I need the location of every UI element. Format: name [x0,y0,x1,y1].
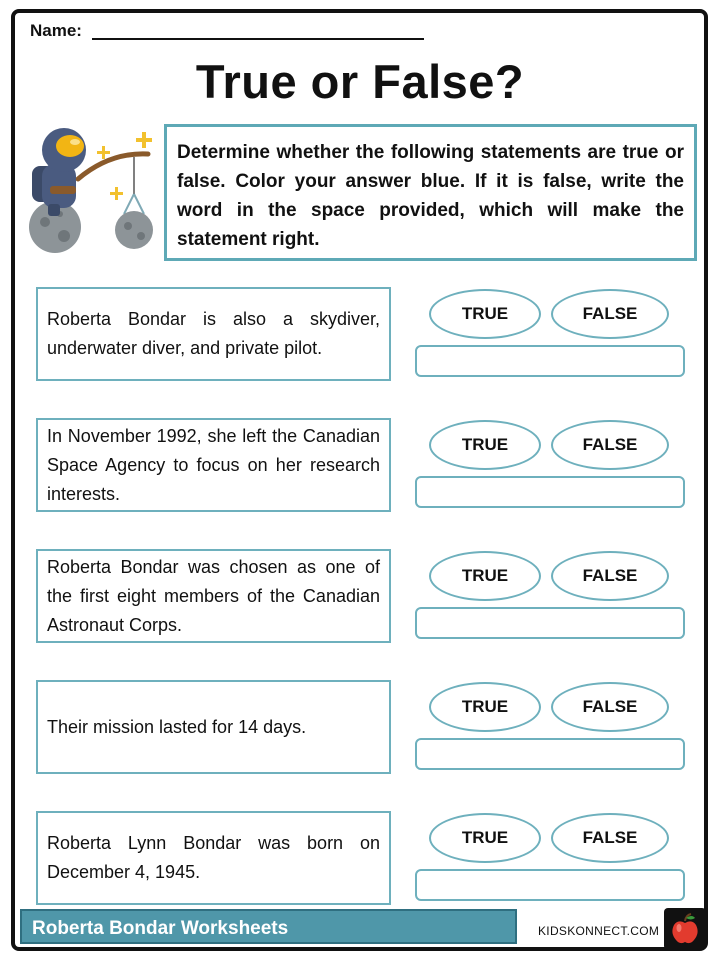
name-write-line[interactable] [92,38,424,40]
true-label: TRUE [461,828,509,847]
statement-3-text: Roberta Bondar was chosen as one of the first eight members of the Canadian Astronaut Corps. [47,556,380,635]
statement-2-false-option[interactable] [551,420,669,470]
statement-2-true-option[interactable] [429,420,541,470]
true-label: TRUE [461,304,509,323]
instructions-box: Determine whether the following statements are true or false. Color your answer blue. If it is false, write the word in the space provided, which will make the statement right. [164,124,697,261]
statement-1-answer-field[interactable] [415,345,685,377]
statement-3-true-option[interactable] [429,551,541,601]
statement-3-box [36,549,391,643]
true-label: TRUE [461,566,509,585]
statement-1-box [36,287,391,381]
statement-5-box [36,811,391,905]
statement-4-text: Their mission lasted for 14 days. [47,716,307,737]
statement-2-text: In November 1992, she left the Canadian Space Agency to focus on her research interests. [47,425,380,504]
statement-3-false-option[interactable] [551,551,669,601]
statement-4-false-option[interactable] [551,682,669,732]
true-label: TRUE [461,697,509,716]
apple-logo [664,908,706,950]
statement-5-answer-field[interactable] [415,869,685,901]
brand-text: KIDSKONNECT.COM [538,924,660,938]
statement-1-true-option[interactable] [429,289,541,339]
true-label: TRUE [461,435,509,454]
statement-1-false-option[interactable] [551,289,669,339]
false-label: FALSE [582,304,638,323]
statement-5-true-option[interactable] [429,813,541,863]
false-label: FALSE [582,828,638,847]
statement-4-box [36,680,391,774]
statement-2-box [36,418,391,512]
statement-5-false-option[interactable] [551,813,669,863]
footer-worksheet-title: Roberta Bondar Worksheets [20,909,517,944]
false-label: FALSE [582,435,638,454]
statement-4-true-option[interactable] [429,682,541,732]
statement-4-answer-field[interactable] [415,738,685,770]
false-label: FALSE [582,697,638,716]
false-label: FALSE [582,566,638,585]
statement-1-text: Roberta Bondar is also a skydiver, underwater diver, and private pilot. [47,309,380,358]
statement-3-answer-field[interactable] [415,607,685,639]
name-label: Name: [30,21,82,40]
page-title: True or False? [195,55,525,108]
statement-5-text: Roberta Lynn Bondar was born on December 4, 1945. [47,833,380,882]
apple-icon [664,908,706,950]
statement-2-answer-field[interactable] [415,476,685,508]
astronaut-fishing-illustration [20,124,162,254]
